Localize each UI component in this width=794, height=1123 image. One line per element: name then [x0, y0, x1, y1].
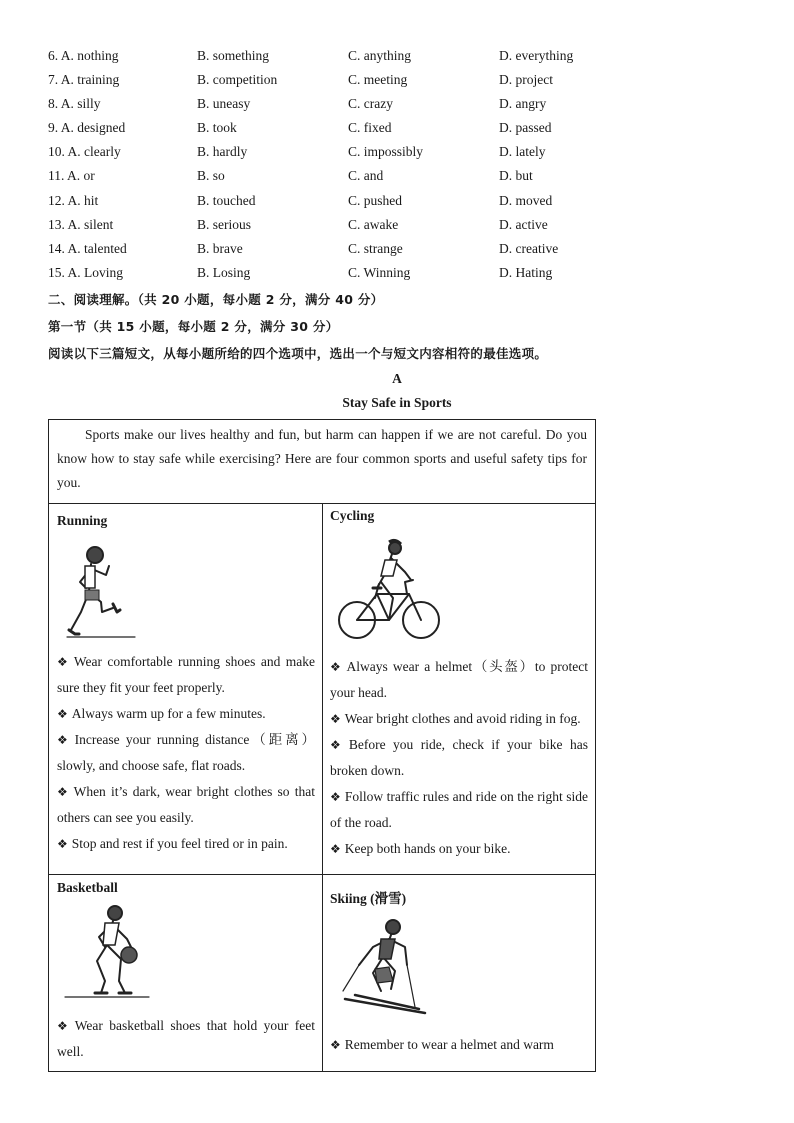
tip-text: Wear basketball shoes that hold your feet well. [57, 1018, 315, 1059]
option-c: C. meeting [348, 72, 408, 88]
option-a: 6. A. nothing [48, 48, 119, 63]
bullet-icon: ❖ [330, 738, 345, 752]
option-c: C. strange [348, 240, 403, 256]
basketball-player-illustration [63, 903, 153, 1003]
tip-item [57, 727, 315, 779]
cyclist-illustration [335, 538, 445, 644]
tip-item [330, 654, 588, 706]
intro-text: Sports make our lives healthy and fun, but harm can happen if we are not careful. Do you know how to stay safe while exercising? Here are four common sports and useful safety tips for you. [57, 427, 587, 490]
bullet-icon: ❖ [330, 842, 341, 856]
option-row [48, 116, 608, 140]
cycling-title: Cycling [330, 508, 375, 523]
tip-text: Always warm up for a few minutes. [71, 706, 266, 721]
bullet-icon: ❖ [330, 660, 343, 674]
basketball-cell [49, 875, 322, 1072]
option-d: D. Hating [499, 264, 553, 280]
option-b: B. uneasy [197, 96, 251, 112]
option-row [48, 261, 608, 285]
tip-item [330, 732, 588, 784]
passage-intro [49, 420, 595, 504]
option-a: 11. A. or [48, 168, 95, 184]
option-d: D. but [499, 168, 533, 184]
option-d: D. lately [499, 144, 546, 160]
tip-text: Always wear a helmet（头盔）to protect your head. [330, 659, 588, 700]
running-title: Running [57, 513, 108, 528]
bullet-icon: ❖ [330, 712, 341, 726]
option-row [48, 92, 608, 116]
bullet-icon: ❖ [57, 785, 70, 799]
tip-text: Wear comfortable running shoes and make sure they fit your feet properly. [57, 654, 315, 695]
cycling-cell [323, 504, 595, 874]
options-list [48, 44, 608, 285]
tip-item [330, 1032, 588, 1058]
tip-text: Follow traffic rules and ride on the right side of the road. [330, 789, 588, 830]
skiing-cell [323, 875, 595, 1072]
bullet-icon: ❖ [57, 655, 70, 669]
option-b: B. touched [197, 192, 256, 208]
running-tips [57, 649, 315, 857]
option-a: 12. A. hit [48, 192, 99, 208]
option-d: D. everything [499, 48, 574, 63]
option-d: D. moved [499, 192, 553, 208]
option-b: B. something [197, 48, 270, 63]
bullet-icon: ❖ [57, 837, 68, 851]
option-a: 10. A. clearly [48, 144, 121, 160]
option-a: 7. A. training [48, 72, 120, 88]
tip-item [57, 649, 315, 701]
option-d: D. passed [499, 120, 552, 136]
tip-text: Before you ride, check if your bike has broken down. [330, 737, 588, 778]
option-c: C. crazy [348, 96, 393, 112]
tip-item [330, 784, 588, 836]
passage-table [48, 419, 596, 1072]
option-row [48, 189, 608, 213]
tip-item [57, 701, 315, 727]
option-c: C. awake [348, 216, 399, 232]
tip-text: When it’s dark, wear bright clothes so that others can see you easily. [57, 784, 315, 825]
option-row [48, 140, 608, 164]
bullet-icon: ❖ [57, 707, 68, 721]
bullet-icon: ❖ [57, 1019, 71, 1033]
option-a: 15. A. Loving [48, 264, 124, 280]
tip-text: Wear bright clothes and avoid riding in fog. [344, 711, 581, 726]
skiing-title: Skiing (滑雪) [330, 891, 407, 906]
passage-letter: A [392, 371, 402, 386]
option-row [48, 164, 608, 188]
basketball-tips [57, 1013, 315, 1065]
passage-title: Stay Safe in Sports [342, 395, 452, 410]
option-d: D. creative [499, 240, 559, 256]
option-row [48, 237, 608, 261]
option-d: D. angry [499, 96, 547, 112]
tip-item [330, 706, 588, 732]
option-row [48, 44, 608, 68]
option-row [48, 213, 608, 237]
bullet-icon: ❖ [330, 790, 341, 804]
option-c: C. and [348, 168, 384, 184]
option-c: C. impossibly [348, 144, 424, 160]
option-c: C. anything [348, 48, 411, 63]
tip-text: Keep both hands on your bike. [344, 841, 511, 856]
basketball-title: Basketball [57, 880, 118, 895]
option-d: D. project [499, 72, 553, 88]
tip-text: Stop and rest if you feel tired or in pain. [71, 836, 288, 851]
option-a: 8. A. silly [48, 96, 101, 112]
option-c: C. pushed [348, 192, 402, 208]
option-b: B. Losing [197, 264, 251, 280]
option-a: 9. A. designed [48, 120, 126, 136]
tip-item [57, 1013, 315, 1065]
option-a: 13. A. silent [48, 216, 114, 232]
tip-item [330, 836, 588, 862]
option-b: B. took [197, 120, 237, 136]
option-a: 14. A. talented [48, 240, 127, 256]
tip-text: Remember to wear a helmet and warm [344, 1037, 554, 1052]
option-b: B. so [197, 168, 225, 184]
part-heading: 第一节（共 15 小题，每小题 2 分，满分 30 分） [48, 319, 339, 334]
bullet-icon: ❖ [57, 733, 71, 747]
cycling-tips [330, 654, 588, 862]
section-heading: 二、阅读理解。（共 20 小题，每小题 2 分，满分 40 分） [48, 292, 384, 307]
option-b: B. brave [197, 240, 243, 256]
instruction-text: 阅读以下三篇短文，从每小题所给的四个选项中，选出一个与短文内容相符的最佳选项。 [48, 346, 548, 361]
option-row [48, 68, 608, 92]
tip-text: Increase your running distance（距离）slowly, and choose safe, flat roads. [57, 732, 315, 773]
option-b: B. serious [197, 216, 251, 232]
option-d: D. active [499, 216, 548, 232]
tip-item [57, 779, 315, 831]
option-c: C. Winning [348, 264, 411, 280]
skier-illustration [335, 917, 435, 1021]
option-b: B. competition [197, 72, 278, 88]
option-c: C. fixed [348, 120, 392, 136]
tip-item [57, 831, 315, 857]
runner-illustration [65, 542, 147, 644]
skiing-tips [330, 1032, 588, 1058]
running-cell [49, 504, 322, 874]
bullet-icon: ❖ [330, 1038, 341, 1052]
option-b: B. hardly [197, 144, 248, 160]
